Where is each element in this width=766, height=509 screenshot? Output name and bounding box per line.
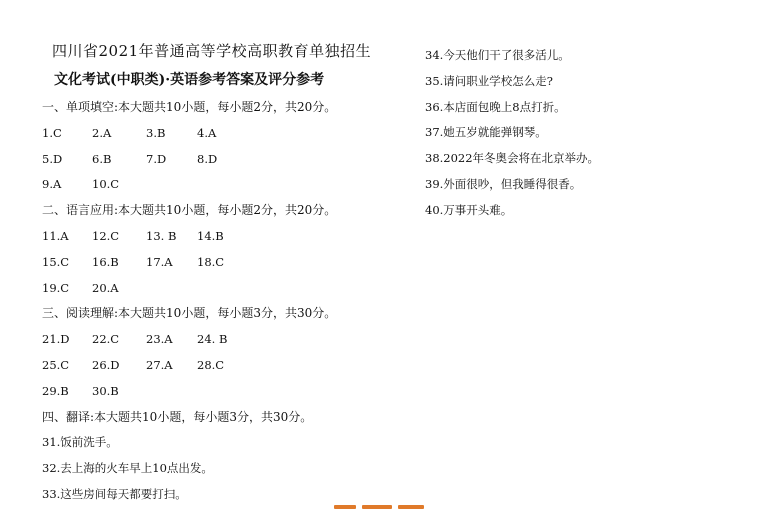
answer-item: 5.D [42,151,63,166]
answer-item: 16.B [92,254,119,269]
answer-row [42,226,382,252]
answer-row [42,355,382,381]
answer-item: 2.A [92,125,112,140]
translation-line: 33.这些房间每天都要打扫。 [42,486,187,501]
answer-row [42,329,382,355]
translation-line: 31.饭前洗手。 [42,435,118,450]
answer-item: 17.A [146,254,173,269]
translation-line: 38.2022年冬奥会将在北京举办。 [425,151,600,166]
translation-line: 39.外面很吵，但我睡得很香。 [425,176,582,191]
answer-row [42,278,382,304]
footer-watermark [330,503,450,509]
translation-line: 32.去上海的火车早上10点出发。 [42,461,213,476]
answer-item: 3.B [146,125,166,140]
answer-item: 25.C [42,357,70,372]
answer-row [42,174,382,200]
section-heading: 二、语言应用:本大题共10小题，每小题2分，共20分。 [42,203,337,218]
answer-item: 15.C [42,254,70,269]
translation-line: 34.今天他们干了很多活儿。 [425,48,570,62]
answer-item: 18.C [197,254,225,269]
answer-item: 19.C [42,280,70,295]
answer-row [42,381,382,407]
answer-item: 27.A [146,357,173,372]
answer-item: 10.C [92,177,120,192]
footer-mark-segment [334,505,356,509]
answer-item: 1.C [42,125,62,140]
answer-item: 8.D [197,151,218,166]
answer-item: 24. B [197,332,228,347]
answer-row [42,123,382,149]
translation-line: 36.本店面包晚上8点打折。 [425,99,566,114]
answer-item: 12.C [92,228,120,243]
answer-item: 7.D [146,151,167,166]
answer-item: 9.A [42,177,62,192]
translation-line: 40.万事开头难。 [425,202,513,217]
answer-item: 28.C [197,357,225,372]
answer-item: 30.B [92,383,119,398]
answer-row [42,149,382,175]
answer-row [42,252,382,278]
section-heading: 三、阅读理解:本大题共10小题，每小题3分，共30分。 [42,306,337,321]
document-subtitle: 文化考试(中职类)·英语参考答案及评分参考 [54,72,325,88]
translation-line: 37.她五岁就能弹钢琴。 [425,125,547,140]
section-heading: 一、单项填空:本大题共10小题，每小题2分，共20分。 [42,100,337,114]
answer-item: 4.A [197,125,217,140]
answer-item: 14.B [197,228,224,243]
footer-mark-segment [362,505,392,509]
footer-mark-segment [398,505,424,509]
answer-item: 11.A [42,228,69,243]
section-heading: 四、翻译:本大题共10小题，每小题3分，共30分。 [42,409,313,424]
answer-item: 13. B [146,228,177,243]
answer-item: 26.D [92,357,120,372]
answer-item: 21.D [42,332,70,347]
answer-item: 23.A [146,332,173,347]
answer-item: 22.C [92,332,120,347]
answer-sections [42,97,382,509]
right-column [425,45,745,226]
answer-item: 29.B [42,383,69,398]
translation-line: 35.请问职业学校怎么走? [425,73,553,88]
answer-item: 6.B [92,151,112,166]
answer-item: 20.A [92,280,119,295]
document-title: 四川省2021年普通高等学校高职教育单独招生 [52,42,372,60]
